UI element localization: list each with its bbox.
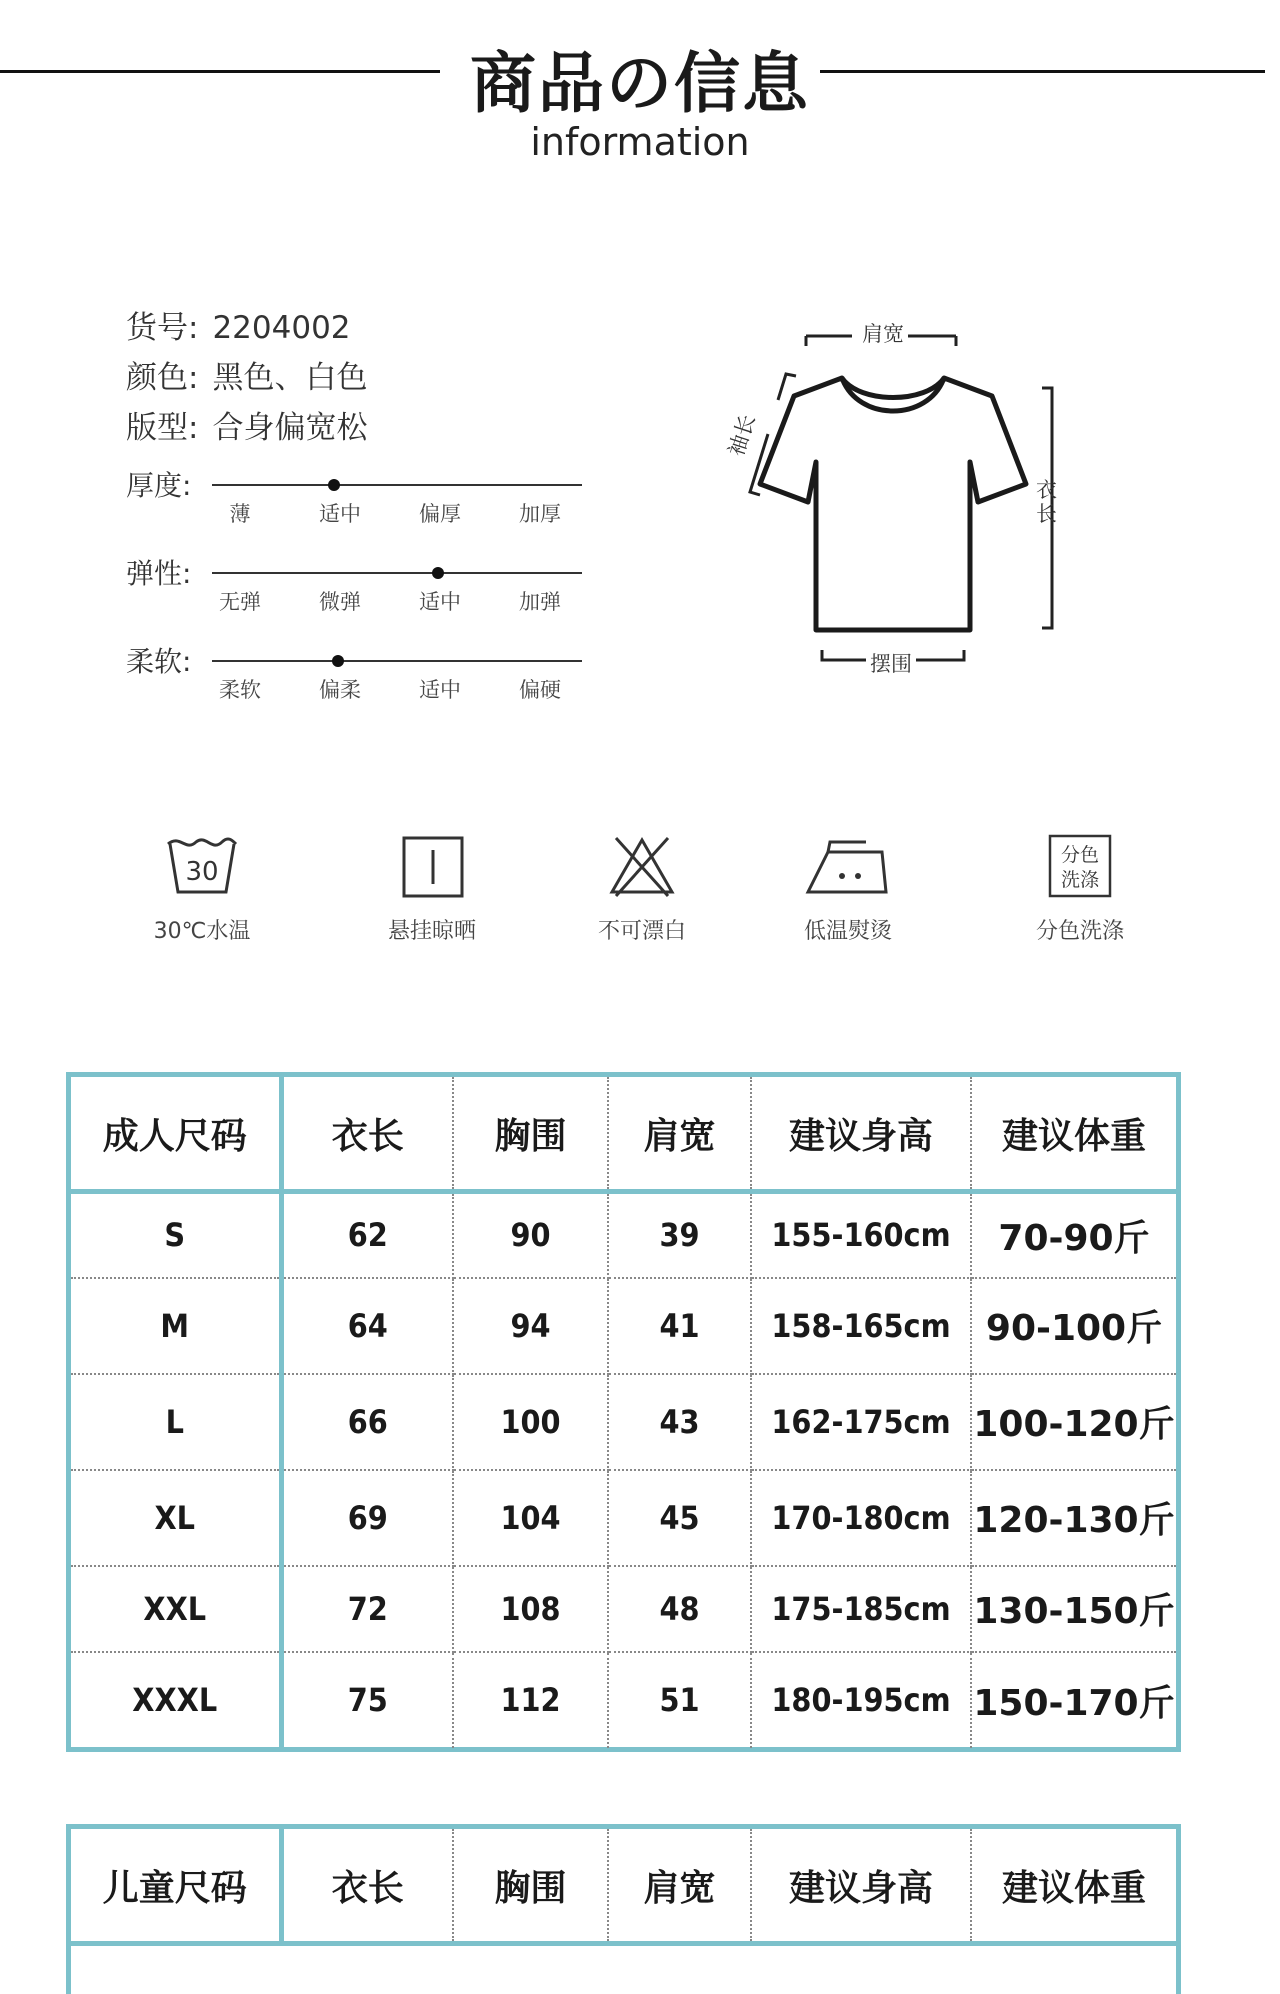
column-header: 建议体重 bbox=[971, 1077, 1176, 1192]
scale-track bbox=[212, 572, 582, 574]
diagram-sleeve-label: 袖长 bbox=[724, 411, 760, 459]
info-key: 版型: bbox=[126, 410, 199, 446]
table-cell: 64 bbox=[281, 1278, 453, 1374]
table-cell: 120-130斤 bbox=[971, 1470, 1176, 1566]
table-cell: 100 bbox=[453, 1374, 608, 1470]
table-cell: XXL bbox=[71, 1566, 281, 1652]
separate-wash-icon bbox=[1040, 830, 1120, 902]
column-header: 胸围 bbox=[453, 1829, 608, 1944]
scale-marker bbox=[432, 567, 444, 579]
table-cell: L bbox=[71, 1374, 281, 1470]
table-cell: 170-180cm bbox=[751, 1470, 971, 1566]
column-header: 衣长 bbox=[281, 1829, 453, 1944]
diagram-hem-label: 摆围 bbox=[870, 652, 912, 676]
table-header-row bbox=[71, 1077, 1176, 1192]
child-size-table bbox=[66, 1824, 1181, 1994]
hang-dry-icon bbox=[392, 830, 472, 902]
scale-option: 适中 bbox=[319, 502, 361, 526]
scale-label: 弹性: bbox=[126, 557, 192, 590]
info-key: 货号: bbox=[126, 310, 199, 346]
table-cell: S bbox=[71, 1192, 281, 1278]
column-header: 胸围 bbox=[453, 1077, 608, 1192]
table-header-row bbox=[71, 1829, 1176, 1944]
info-item-color bbox=[126, 352, 367, 397]
info-key: 颜色: bbox=[126, 360, 199, 396]
column-header: 肩宽 bbox=[608, 1829, 751, 1944]
info-item-fit bbox=[126, 402, 367, 447]
table-row bbox=[71, 1470, 1176, 1566]
care-item-iron bbox=[758, 830, 938, 945]
table-cell: 104 bbox=[453, 1470, 608, 1566]
table-cell: 100-120斤 bbox=[971, 1374, 1176, 1470]
table-cell: 175-185cm bbox=[751, 1566, 971, 1652]
info-value: 2204002 bbox=[212, 310, 351, 346]
scale-option: 加弹 bbox=[519, 590, 561, 614]
table-cell: 112 bbox=[453, 1652, 608, 1748]
scale-option: 偏柔 bbox=[319, 678, 361, 702]
care-item-separate bbox=[990, 830, 1170, 945]
scale-track bbox=[212, 660, 582, 662]
table-row bbox=[71, 1566, 1176, 1652]
table-cell: 39 bbox=[608, 1192, 751, 1278]
care-item-wash bbox=[112, 830, 292, 945]
table-cell: 43 bbox=[608, 1374, 751, 1470]
table-row bbox=[71, 1652, 1176, 1748]
page-subtitle: information bbox=[530, 120, 750, 164]
table-cell: 51 bbox=[608, 1652, 751, 1748]
tshirt-measure-diagram bbox=[730, 310, 1060, 690]
care-label: 30℃水温 bbox=[153, 919, 251, 944]
scale-option: 适中 bbox=[419, 678, 461, 702]
column-header: 儿童尺码 bbox=[71, 1829, 281, 1944]
wash-30-icon bbox=[162, 830, 242, 902]
care-label: 不可漂白 bbox=[597, 919, 686, 944]
care-label: 悬挂晾晒 bbox=[387, 919, 476, 944]
table-cell: M bbox=[71, 1278, 281, 1374]
diagram-shoulder-label: 肩宽 bbox=[862, 322, 904, 346]
column-header: 建议体重 bbox=[971, 1829, 1176, 1944]
table-cell: XL bbox=[71, 1470, 281, 1566]
table-cell: 150-170斤 bbox=[973, 1682, 1175, 1724]
diagram-length-label: 衣长 bbox=[1036, 478, 1057, 526]
table-cell: 69 bbox=[281, 1470, 453, 1566]
care-item-bleach bbox=[552, 830, 732, 945]
table-cell: 66 bbox=[281, 1374, 453, 1470]
scale-track bbox=[212, 484, 582, 486]
scale-option: 偏硬 bbox=[519, 678, 561, 702]
scale-option: 薄 bbox=[229, 502, 251, 526]
table-row bbox=[71, 1278, 1176, 1374]
scale-option: 微弹 bbox=[319, 590, 361, 614]
scale-label: 厚度: bbox=[126, 469, 192, 502]
wash-temp-text: 30 bbox=[185, 857, 219, 887]
column-header: 成人尺码 bbox=[71, 1077, 281, 1192]
info-value: 合身偏宽松 bbox=[212, 410, 368, 446]
care-label: 低温熨烫 bbox=[803, 919, 892, 944]
care-label: 分色洗涤 bbox=[1035, 919, 1124, 944]
table-row bbox=[71, 1374, 1176, 1470]
care-item-hang bbox=[342, 830, 522, 945]
scale-option: 无弹 bbox=[219, 590, 261, 614]
table-cell: XXXL bbox=[71, 1652, 281, 1748]
table-cell: 90 bbox=[453, 1192, 608, 1278]
table-cell: 180-195cm bbox=[751, 1652, 971, 1748]
scale-option: 适中 bbox=[419, 590, 461, 614]
table-row bbox=[71, 1192, 1176, 1278]
table-cell: 158-165cm bbox=[751, 1278, 971, 1374]
table-cell: 45 bbox=[608, 1470, 751, 1566]
table-cell: 41 bbox=[608, 1278, 751, 1374]
no-bleach-icon bbox=[602, 830, 682, 902]
scale-label: 柔软: bbox=[126, 645, 192, 678]
table-cell: 48 bbox=[608, 1566, 751, 1652]
adult-size-table bbox=[66, 1072, 1181, 1752]
table-cell: 62 bbox=[281, 1192, 453, 1278]
table-cell: 155-160cm bbox=[751, 1192, 971, 1278]
table-cell: 75 bbox=[281, 1652, 453, 1748]
table-cell: 90-100斤 bbox=[971, 1278, 1176, 1374]
low-iron-icon bbox=[800, 830, 896, 902]
info-value: 黑色、白色 bbox=[212, 360, 368, 396]
svg-text:洗涤: 洗涤 bbox=[1060, 869, 1100, 891]
table-cell: 108 bbox=[453, 1566, 608, 1652]
page-title: 商品の信息 bbox=[470, 45, 810, 122]
table-cell: 70-90斤 bbox=[971, 1192, 1176, 1278]
scale-option: 偏厚 bbox=[419, 502, 461, 526]
scale-marker bbox=[328, 479, 340, 491]
scale-marker bbox=[332, 655, 344, 667]
scale-option: 柔软 bbox=[219, 678, 261, 702]
table-cell: 130-150斤 bbox=[971, 1566, 1176, 1652]
column-header: 建议身高 bbox=[751, 1829, 971, 1944]
scale-option: 加厚 bbox=[519, 502, 561, 526]
column-header: 衣长 bbox=[281, 1077, 453, 1192]
info-item-number bbox=[126, 302, 351, 347]
table-cell: 72 bbox=[281, 1566, 453, 1652]
svg-text:分色: 分色 bbox=[1060, 844, 1100, 866]
table-cell: 94 bbox=[453, 1278, 608, 1374]
column-header: 建议身高 bbox=[751, 1077, 971, 1192]
table-cell: 162-175cm bbox=[751, 1374, 971, 1470]
column-header: 肩宽 bbox=[608, 1077, 751, 1192]
